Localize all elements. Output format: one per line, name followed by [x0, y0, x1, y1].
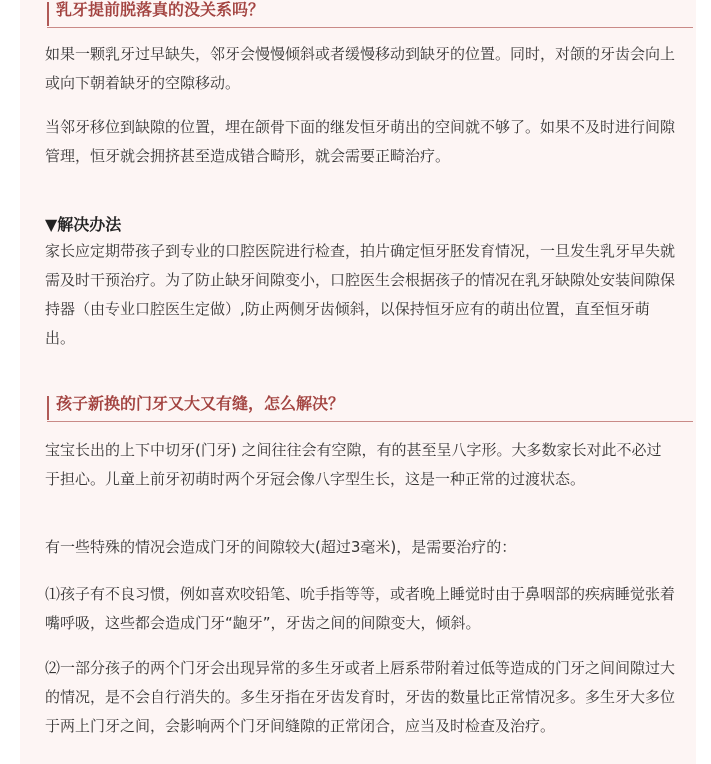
section-accent-bar: [47, 2, 49, 26]
paragraph: 当邻牙移位到缺隙的位置，埋在颌骨下面的继发恒牙萌出的空间就不够了。如果不及时进行间隙管理，恒牙就会拥挤甚至造成错合畸形，就会需要正畸治疗。: [45, 118, 676, 165]
section-accent-bar: [47, 396, 49, 420]
section-divider: [47, 421, 693, 422]
paragraph: 宝宝长出的上下中切牙(门牙) 之间往往会有空隙，有的甚至呈八字形。大多数家长对此不必过于担心。儿童上前牙初萌时两个牙冠会像八字型生长，这是一种正常的过渡状态。: [45, 441, 662, 488]
section-header-front-teeth: [47, 392, 693, 422]
section-header-baby-teeth: [47, 0, 693, 28]
solution-heading: ▼解决办法: [45, 215, 122, 234]
section-divider: [47, 27, 693, 28]
section-title: 乳牙提前脱落真的没关系吗？: [56, 0, 265, 19]
paragraph: 有一些特殊的情况会造成门牙的间隙较大(超过3毫米)，是需要治疗的：: [45, 538, 517, 556]
paragraph: ⑴孩子有不良习惯，例如喜欢咬铅笔、吮手指等等，或者晚上睡觉时由于鼻咽部的疾病睡觉张着嘴呼吸，这些都会造成门牙“龅牙”，牙齿之间的间隙变大，倾斜。: [45, 585, 676, 632]
paragraph: ⑵一部分孩子的两个门牙会出现异常的多生牙或者上唇系带附着过低等造成的门牙之间间隙过大的情况，是不会自行消失的。多生牙指在牙齿发育时，牙齿的数量比正常情况多。多生牙大多位于两上门牙之间，会影响两个门牙间缝隙的正常闭合，应当及时检查及治疗。: [45, 659, 676, 735]
section-title: 孩子新换的门牙又大又有缝，怎么解决？: [56, 394, 345, 413]
paragraph: 如果一颗乳牙过早缺失，邻牙会慢慢倾斜或者缓慢移动到缺牙的位置。同时，对颌的牙齿会向上或向下朝着缺牙的空隙移动。: [45, 45, 676, 92]
article-page: [20, 0, 696, 764]
paragraph: 家长应定期带孩子到专业的口腔医院进行检查，拍片确定恒牙胚发育情况，一旦发生乳牙早失就需及时干预治疗。为了防止缺牙间隙变小，口腔医生会根据孩子的情况在乳牙缺隙处安装间隙保持器（由专业口腔医生定做）,防止两侧牙齿倾斜，以保持恒牙应有的萌出位置，直至恒牙萌出。: [45, 242, 676, 347]
